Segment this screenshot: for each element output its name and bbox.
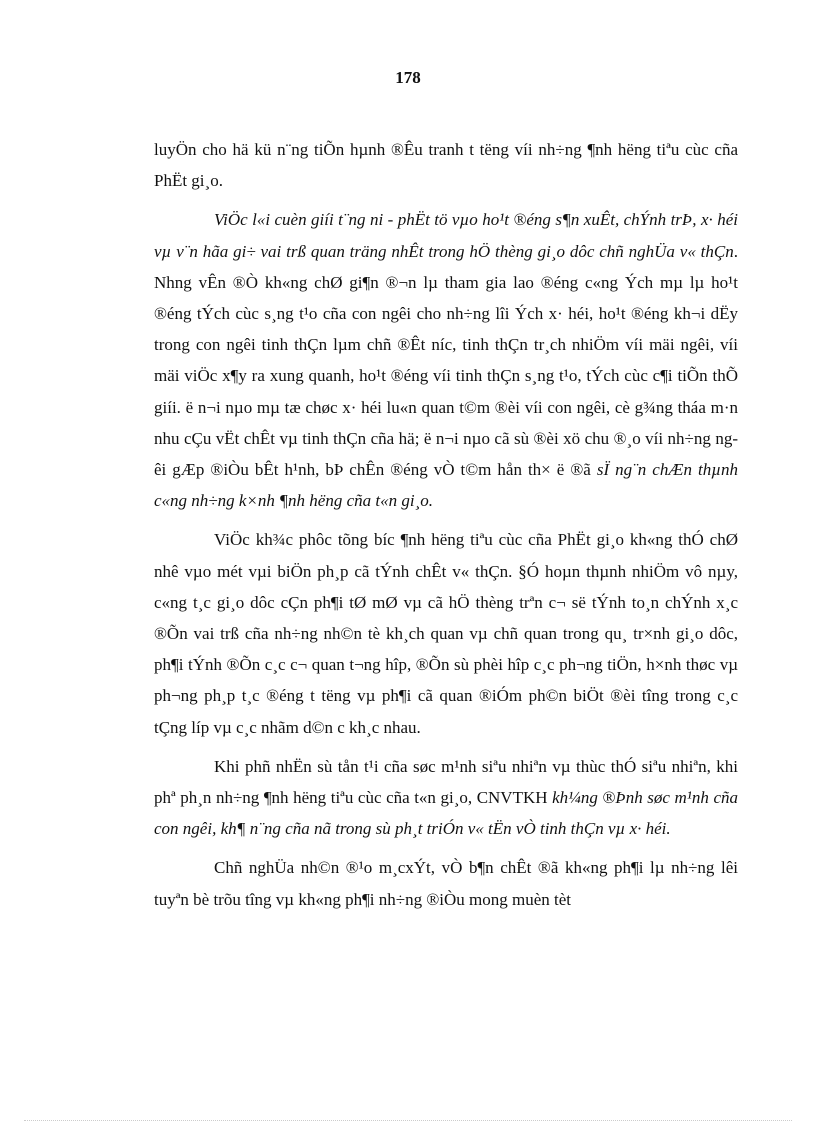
paragraph-4-italic-conclusion: kh¼ng ®Þnh søc m¹nh cña con ngêi, kh¶ n¨ng cña nã trong sù ph¸t triÓn v« tËn vÒ tinh thÇn vµ x· héi. [154, 788, 738, 839]
paragraph-2 [154, 204, 738, 516]
body-text [154, 134, 738, 923]
paragraph-3 [154, 524, 738, 742]
paragraph-2-italic-intro: ViÖc l«i cuèn giíi t¨ng ni - phËt tö vµo ho¹t ®éng s¶n xuÊt, chÝnh trÞ, x· héi vµ v¨n hãa gi÷ vai trß quan träng nhÊt trong hÖ thèng gi¸o dôc chñ nghÜa v« thÇn [154, 210, 738, 261]
paragraph-5-text: Chñ nghÜa nh©n ®¹o m¸cxÝt, vÒ b¶n chÊt ®ã kh«ng ph¶i lµ nh÷ng lêi tuyªn bè trõu tîng vµ kh«ng ph¶i nh÷ng ®iÒu mong muèn tèt [154, 858, 738, 909]
paragraph-2-body: . Nhng vÊn ®Ò kh«ng chØ gi¶n ®¬n lµ tham gia lao ®éng c«ng Ých mµ lµ ho¹t ®éng tÝch cùc s¸ng t¹o cña con ngêi cho nh÷ng lîi Ých x· héi, ho¹t ®éng kh¬i dËy trong con ngêi tinh thÇn lµm chñ ®Êt níc, tinh thÇn tr¸ch nhiÖm víi mäi ngêi, víi mäi viÖc x¶y ra xung quanh, ho¹t ®éng víi tinh thÇn s¸ng t¹o, tÝch cùc c¶i tiÕn thÕ giíi. ë n¬i nµo mµ tæ chøc x· héi lu«n quan t©m ®èi víi con ngêi, cè g¾ng tháa m·n nhu cÇu vËt chÊt vµ tinh thÇn cña hä; ë n¬i nµo cã sù ®èi xö chu ®¸o víi nh÷ng ngêi gÆp ®iÒu bÊt h¹nh, bÞ chÊn ®éng vÒ t©m hån th× ë ®ã [154, 241, 738, 480]
footer-divider [24, 1120, 792, 1121]
paragraph-4-body: Khi phñ nhËn sù tån t¹i cña søc m¹nh siªu nhiªn vµ thùc thÓ siªu nhiªn, khi phª ph¸n nh÷ng ¶nh hëng tiªu cùc cña t«n gi¸o, CNVTKH [154, 756, 738, 808]
paragraph-1 [154, 134, 738, 196]
page-number: 178 [395, 68, 421, 87]
paragraph-1-text: luyÖn cho hä kü n¨ng tiÕn hµnh ®Êu tranh t tëng víi nh÷ng ¶nh hëng tiªu cùc cña PhËt gi¸o. [154, 140, 738, 191]
paragraph-4 [154, 751, 738, 845]
paragraph-5 [154, 852, 738, 914]
paragraph-3-text: ViÖc kh¾c phôc tõng bíc ¶nh hëng tiªu cùc cña PhËt gi¸o kh«ng thÓ chØ nhê vµo mét vµi biÖn ph¸p cã tÝnh chÊt v« thÇn. §Ó hoµn thµnh nhiÖm vô nµy, c«ng t¸c gi¸o dôc cÇn ph¶i tØ mØ vµ cã hÖ thèng trªn c¬ së tÝnh to¸n chÝnh x¸c ®Õn vai trß cña nh÷ng nh©n tè kh¸ch quan vµ chñ quan trong qu¸ tr×nh gi¸o dôc, ph¶i tÝnh ®Õn c¸c c¬ quan t¬ng hîp, ®Õn sù phèi hîp c¸c ph¬ng tiÖn, h×nh thøc vµ ph¬ng ph¸p t¸c ®éng t tëng vµ ph¶i cã quan ®iÓm ph©n biÖt ®èi tîng trong c¸c tÇng líp vµ c¸c nhãm d©n c kh¸c nhau. [154, 530, 738, 737]
paragraph-2-italic-conclusion: sÏ ng¨n chÆn thµnh c«ng nh÷ng k×nh ¶nh hëng cña t«n gi¸o. [154, 460, 738, 511]
